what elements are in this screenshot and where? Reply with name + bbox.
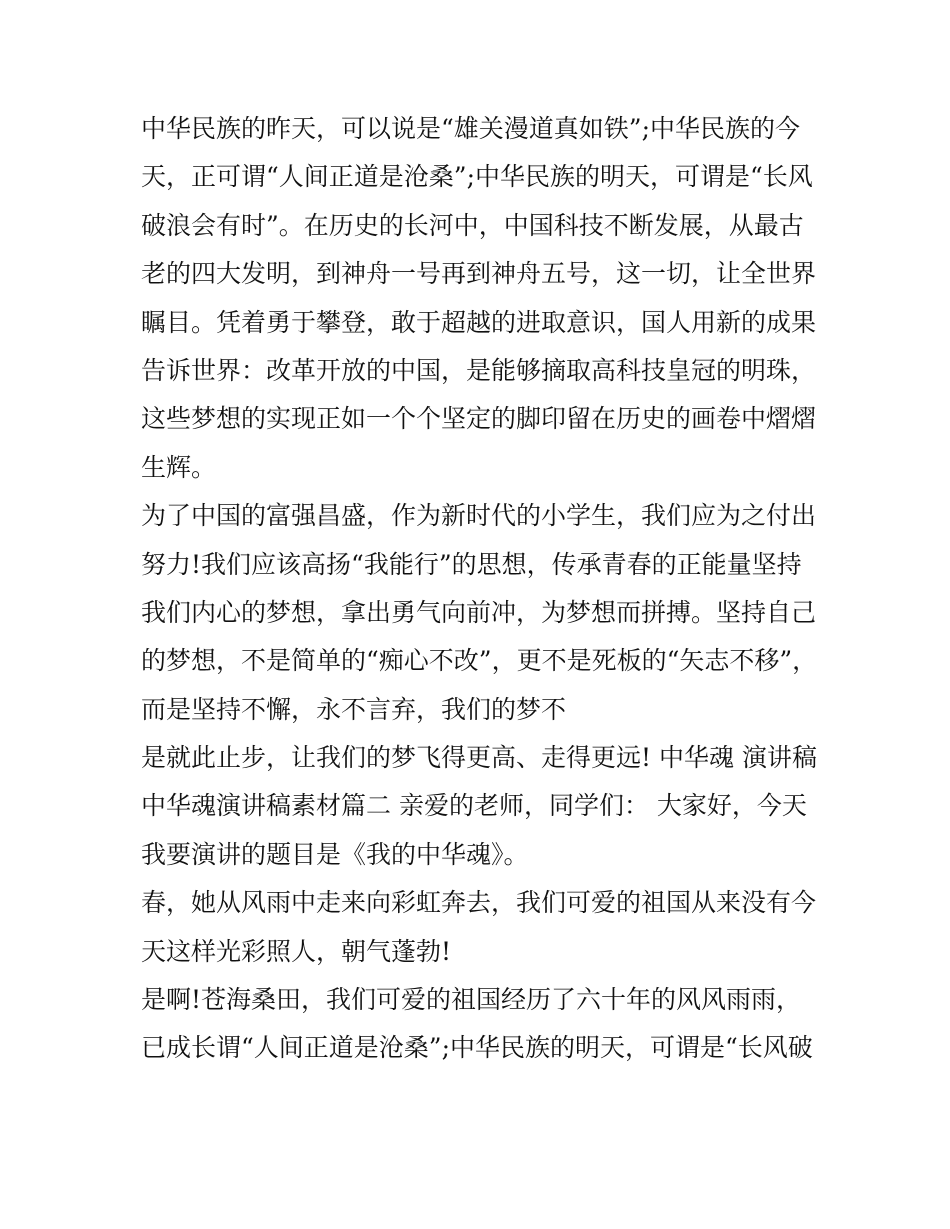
text-line: 瞩目。凭着勇于攀登，敢于超越的进取意识，国人用新的成果: [141, 307, 817, 337]
text-line: 破浪会有时”。在历史的长河中，中国科技不断发展，从最古: [141, 210, 804, 240]
text-line: 生辉。: [141, 452, 217, 482]
text-line: 的梦想，不是简单的“痴心不改”，更不是死板的“矢志不移”，: [141, 646, 818, 676]
text-line: 是啊!苍海桑田，我们可爱的祖国经历了六十年的风风雨雨，: [141, 985, 802, 1015]
text-line: 我要演讲的题目是《我的中华魂》。: [141, 839, 529, 869]
text-line: 中华魂演讲稿素材篇二 亲爱的老师，同学们： 大家好，今天: [141, 791, 807, 821]
text-line: 努力!我们应该高扬“我能行”的思想，传承青春的正能量坚持: [141, 549, 802, 579]
text-line: 为了中国的富强昌盛，作为新时代的小学生，我们应为之付出: [141, 501, 817, 531]
text-line: 告诉世界：改革开放的中国，是能够摘取高科技皇冠的明珠，: [141, 355, 817, 385]
text-line: 中华民族的昨天，可以说是“雄关漫道真如铁”;中华民族的今: [141, 114, 800, 143]
text-line: 我们内心的梦想，拿出勇气向前冲，为梦想而拼搏。坚持自己: [141, 597, 817, 627]
text-line: 已成长谓“人间正道是沧桑”;中华民族的明天，可谓是“长风破: [141, 1033, 813, 1063]
text-line: 老的四大发明，到神舟一号再到神舟五号，这一切，让全世界: [141, 259, 817, 289]
document-body: [141, 105, 821, 1073]
text-line: 是就此止步，让我们的梦飞得更高、走得更远! 中华魂 演讲稿: [141, 743, 817, 773]
text-line: 天，正可谓“人间正道是沧桑”;中华民族的明天，可谓是“长风: [141, 162, 813, 192]
text-line: 春，她从风雨中走来向彩虹奔去，我们可爱的祖国从来没有今: [141, 888, 817, 918]
text-line: 而是坚持不懈，永不言弃，我们的梦不: [141, 694, 567, 724]
text-line: 天这样光彩照人，朝气蓬勃!: [141, 936, 452, 966]
text-line: 这些梦想的实现正如一个个坚定的脚印留在历史的画卷中熠熠: [141, 404, 817, 434]
